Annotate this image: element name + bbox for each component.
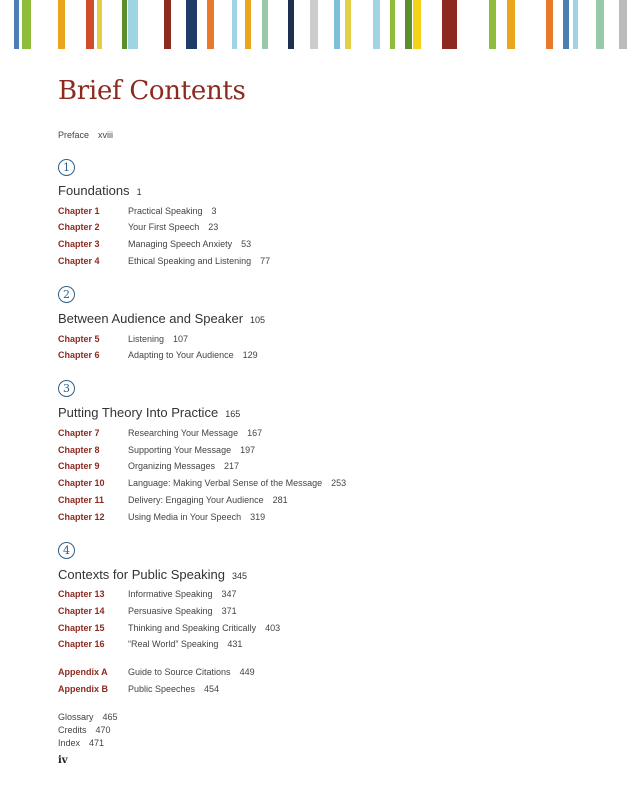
chapter-label: Chapter 13 xyxy=(58,589,105,599)
appendix-label: Appendix A xyxy=(58,667,108,677)
stripe xyxy=(207,0,214,49)
chapter-label: Chapter 3 xyxy=(58,239,100,249)
chapter-title: Adapting to Your Audience xyxy=(128,350,234,360)
chapter-label: Chapter 14 xyxy=(58,606,105,616)
page-title: Brief Contents xyxy=(58,76,246,106)
stripe xyxy=(262,0,268,49)
chapter-page: 347 xyxy=(221,589,237,599)
chapter-page: 3 xyxy=(211,206,217,216)
chapter-page: 371 xyxy=(221,606,237,616)
stripe xyxy=(334,0,340,49)
part-title: Foundations xyxy=(58,183,130,198)
chapter-page: 217 xyxy=(224,461,240,471)
stripe xyxy=(373,0,380,49)
stripe xyxy=(128,0,138,49)
chapter-label: Chapter 8 xyxy=(58,445,100,455)
chapter-title: Organizing Messages xyxy=(128,461,216,471)
part-3-number-badge: 3 xyxy=(58,380,75,397)
part-title: Contexts for Public Speaking xyxy=(58,567,225,582)
chapter-page: 197 xyxy=(240,445,256,455)
stripe xyxy=(14,0,19,49)
stripe xyxy=(97,0,102,49)
part-page: 345 xyxy=(231,571,247,581)
chapter-title: Language: Making Verbal Sense of the Message xyxy=(128,478,323,488)
stripe xyxy=(232,0,237,49)
stripe xyxy=(489,0,496,49)
chapter-page: 167 xyxy=(247,428,263,438)
page-number: iv xyxy=(58,755,68,766)
part-title: Between Audience and Speaker xyxy=(58,311,244,326)
stripe xyxy=(122,0,127,49)
chapter-title: Practical Speaking xyxy=(128,206,203,216)
part-1-heading[interactable] xyxy=(58,183,142,198)
toc-entry-index[interactable] xyxy=(58,738,104,748)
stripe xyxy=(86,0,94,49)
chapter-title: Informative Speaking xyxy=(128,589,213,599)
stripe xyxy=(390,0,395,49)
chapter-label: Chapter 10 xyxy=(58,478,105,488)
chapter-label: Chapter 11 xyxy=(58,495,105,505)
back-matter-title: Index xyxy=(58,738,81,748)
chapter-title: Managing Speech Anxiety xyxy=(128,239,233,249)
chapter-label: Chapter 15 xyxy=(58,623,105,633)
appendix-title: Guide to Source Citations xyxy=(128,667,231,677)
part-2-number-badge: 2 xyxy=(58,286,75,303)
stripe xyxy=(573,0,578,49)
stripe xyxy=(164,0,171,49)
chapter-title: Researching Your Message xyxy=(128,428,239,438)
toc-entry-credits[interactable] xyxy=(58,725,111,735)
chapter-label: Chapter 12 xyxy=(58,512,105,522)
chapter-label: Chapter 4 xyxy=(58,256,100,266)
stripe xyxy=(310,0,318,49)
part-3-heading[interactable] xyxy=(58,405,240,420)
chapter-page: 53 xyxy=(241,239,252,249)
chapter-title: Ethical Speaking and Listening xyxy=(128,256,252,266)
chapter-page: 77 xyxy=(260,256,271,266)
chapter-page: 23 xyxy=(208,222,219,232)
back-matter-page: 470 xyxy=(95,725,111,735)
part-page: 165 xyxy=(225,409,241,419)
back-matter-title: Glossary xyxy=(58,712,94,722)
appendix-page: 454 xyxy=(204,684,220,694)
chapter-page: 431 xyxy=(227,639,243,649)
part-4-number-badge: 4 xyxy=(58,542,75,559)
stripe xyxy=(405,0,412,49)
chapter-page: 281 xyxy=(272,495,288,505)
part-2-heading[interactable] xyxy=(58,311,265,326)
chapter-title: “Real World” Speaking xyxy=(128,639,219,649)
part-title: Putting Theory Into Practice xyxy=(58,405,219,420)
stripe xyxy=(58,0,65,49)
decorative-stripe-bar xyxy=(0,0,633,49)
stripe xyxy=(596,0,604,49)
toc-entry-glossary[interactable] xyxy=(58,712,118,722)
chapter-page: 107 xyxy=(173,334,189,344)
preface-entry[interactable] xyxy=(58,130,113,140)
stripe xyxy=(546,0,553,49)
chapter-label: Chapter 16 xyxy=(58,639,105,649)
appendix-label: Appendix B xyxy=(58,684,109,694)
chapter-title: Delivery: Engaging Your Audience xyxy=(128,495,264,505)
stripe xyxy=(619,0,627,49)
chapter-page: 403 xyxy=(265,623,281,633)
chapter-label: Chapter 1 xyxy=(58,206,100,216)
stripe xyxy=(22,0,31,49)
appendix-page: 449 xyxy=(239,667,255,677)
preface-label: Preface xyxy=(58,130,90,140)
part-page: 105 xyxy=(250,315,266,325)
stripe xyxy=(186,0,197,49)
appendix-title: Public Speeches xyxy=(128,684,196,694)
stripe xyxy=(442,0,457,49)
chapter-label: Chapter 2 xyxy=(58,222,100,232)
chapter-title: Using Media in Your Speech xyxy=(128,512,242,522)
stripe xyxy=(245,0,251,49)
chapter-title: Listening xyxy=(128,334,165,344)
chapter-title: Supporting Your Message xyxy=(128,445,232,455)
preface-page: xviii xyxy=(98,130,114,140)
back-matter-page: 465 xyxy=(102,712,118,722)
chapter-page: 129 xyxy=(242,350,258,360)
stripe xyxy=(288,0,294,49)
stripe xyxy=(507,0,515,49)
chapter-label: Chapter 5 xyxy=(58,334,100,344)
chapter-label: Chapter 6 xyxy=(58,350,100,360)
stripe xyxy=(345,0,351,49)
back-matter-title: Credits xyxy=(58,725,87,735)
part-1-number-badge: 1 xyxy=(58,159,75,176)
part-page: 1 xyxy=(136,187,142,197)
part-4-heading[interactable] xyxy=(58,567,247,582)
stripe xyxy=(563,0,569,49)
stripe xyxy=(413,0,421,49)
chapter-label: Chapter 9 xyxy=(58,461,100,471)
chapter-title: Your First Speech xyxy=(128,222,200,232)
chapter-page: 319 xyxy=(250,512,266,522)
chapter-title: Persuasive Speaking xyxy=(128,606,213,616)
back-matter-page: 471 xyxy=(89,738,105,748)
chapter-title: Thinking and Speaking Critically xyxy=(128,623,257,633)
chapter-page: 253 xyxy=(331,478,347,488)
chapter-label: Chapter 7 xyxy=(58,428,100,438)
